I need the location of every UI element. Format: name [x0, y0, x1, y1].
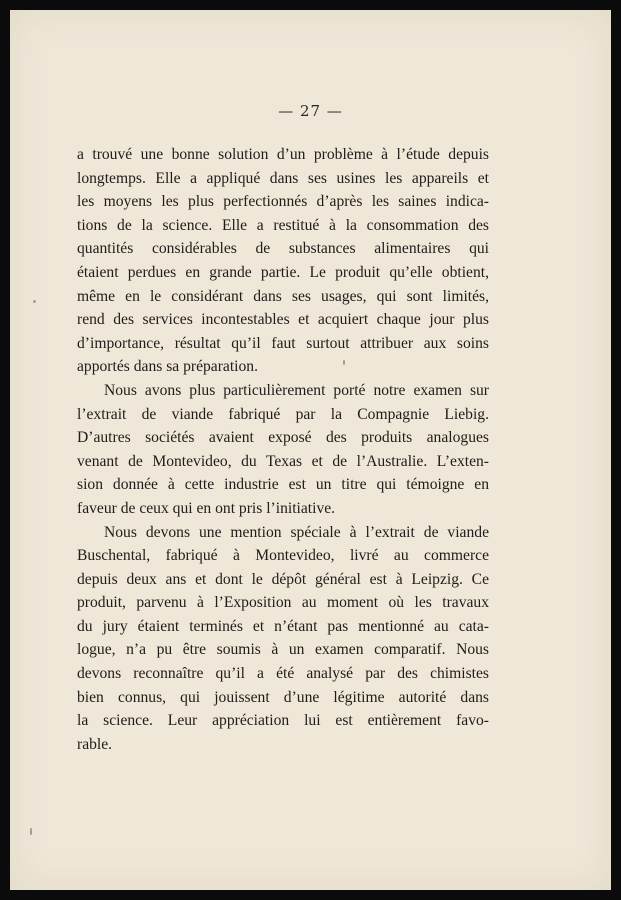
text-line: rable.	[77, 735, 113, 753]
text-line: faveur de ceux qui en ont pris l’initiative.	[77, 499, 336, 517]
text-line: logue, n’a pu être soumis à un examen comparatif. Nous	[77, 641, 489, 659]
text-line: la science. Leur appréciation lui est entièrement favo-	[77, 712, 489, 730]
text-line: bien connus, qui jouissent d’une légitime autorité dans	[77, 688, 489, 706]
text-line: longtemps. Elle a appliqué dans ses usines les appareils et	[77, 169, 489, 187]
text-line: d’importance, résultat qu’il faut surtout attribuer aux soins	[77, 334, 489, 352]
text-line: depuis deux ans et dont le dépôt général est à Leipzig. Ce	[77, 570, 489, 588]
text-line: sion donnée à cette industrie est un titre qui témoigne en	[77, 476, 489, 494]
text-line: même en le considérant dans ses usages, qui sont limités,	[77, 287, 489, 305]
document-page	[10, 10, 611, 890]
text-line: produit, parvenu à l’Exposition au moment où les travaux	[77, 594, 489, 612]
paragraph-1	[77, 143, 489, 379]
text-line: quantités considérables de substances alimentaires qui	[77, 240, 489, 258]
text-line: devons reconnaître qu’il a été analysé par des chimistes	[77, 665, 489, 683]
paper-speck	[33, 300, 36, 303]
text-line: l’extrait de viande fabriqué par la Compagnie Liebig.	[77, 405, 489, 423]
paper-speck	[343, 360, 345, 365]
text-line: étaient perdues en grande partie. Le produit qu’elle obtient,	[77, 263, 489, 281]
page-number: — 27 —	[278, 102, 343, 120]
text-line: Nous devons une mention spéciale à l’extrait de viande	[104, 523, 489, 541]
text-line: apportés dans sa préparation.	[77, 358, 258, 376]
text-line: du jury étaient terminés et n’étant pas mentionné au cata-	[77, 617, 489, 635]
paragraph-2	[77, 379, 489, 521]
text-line: a trouvé une bonne solution d’un problème à l’étude depuis	[77, 146, 489, 163]
paragraph-3	[77, 521, 489, 757]
paper-speck	[30, 828, 32, 835]
text-line: tions de la science. Elle a restitué à la consommation des	[77, 216, 489, 234]
text-line: rend des services incontestables et acquiert chaque jour plus	[77, 311, 489, 329]
body-text	[77, 143, 489, 756]
text-line: D’autres sociétés avaient exposé des produits analogues	[77, 429, 489, 447]
text-line: Buschental, fabriqué à Montevideo, livré au commerce	[77, 547, 489, 565]
text-line: venant de Montevideo, du Texas et de l’Australie. L’exten-	[77, 452, 489, 470]
text-line: les moyens les plus perfectionnés d’après les saines indica-	[77, 193, 489, 211]
text-line: Nous avons plus particulièrement porté notre examen sur	[104, 381, 489, 399]
